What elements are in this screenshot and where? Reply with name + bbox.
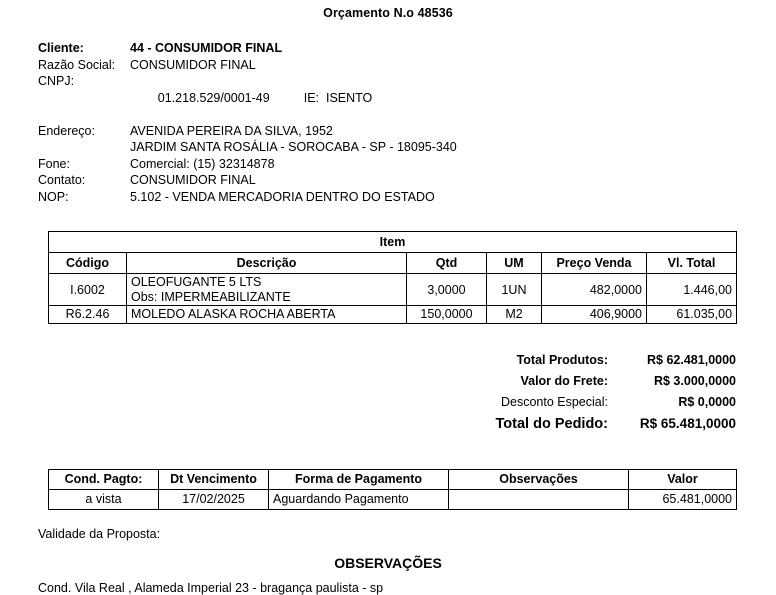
customer-row-endereco-cont [38,139,776,156]
customer-value-cnpj: 01.218.529/0001-49 [157,90,270,105]
customer-value-contato: CONSUMIDOR FINAL [130,173,256,187]
customer-value-endereco: AVENIDA PEREIRA DA SILVA, 1952 [130,123,333,138]
customer-row-razao-social [38,57,776,74]
total-value-frete: R$ 3.000,0000 [653,373,736,388]
item-qtd: 150,0000 [407,306,487,324]
customer-label-razao-social: Razão Social: [38,57,116,72]
table-row [49,274,737,306]
customer-value-nop: 5.102 - VENDA MERCADORIA DENTRO DO ESTADO [130,189,435,204]
customer-label-ie: IE: [303,90,320,105]
item-descricao-line1: OLEOFUGANTE 5 LTS [131,275,262,289]
customer-value-endereco-cont: JARDIM SANTA ROSÁLIA - SOROCABA - SP - 18095-340 [130,140,457,154]
total-label-desconto: Desconto Especial: [500,394,608,409]
items-header-preco-venda: Preço Venda [542,253,647,274]
customer-value-cliente: 44 - CONSUMIDOR FINAL [130,41,283,55]
item-descricao-line2: Obs: IMPERMEABILIZANTE [131,289,291,304]
total-row-pedido [388,413,736,435]
customer-value-ie: ISENTO [325,90,373,105]
customer-label-cnpj: CNPJ: [38,74,75,88]
total-row-desconto [388,392,736,413]
customer-label-cliente: Cliente: [38,41,84,55]
customer-row-endereco [38,123,776,140]
item-vl-total: 61.035,00 [647,306,737,324]
customer-value-fone: Comercial: (15) 32314878 [130,156,275,171]
items-header-row [49,253,737,274]
items-table-wrapper [0,231,776,324]
total-value-produtos: R$ 62.481,0000 [647,352,736,367]
item-descricao [127,274,407,306]
payment-forma-pagamento: Aguardando Pagamento [269,489,449,509]
item-descricao-line1: MOLEDO ALASKA ROCHA ABERTA [131,307,336,321]
payment-header-cond-pagto: Cond. Pagto: [49,469,159,489]
item-um: 1UN [487,274,542,306]
customer-row-contato [38,172,776,189]
items-header-um: UM [487,253,542,274]
payment-cond-pagto: a vista [49,489,159,509]
items-caption: Item [49,232,737,253]
customer-info-block [0,40,776,205]
validity-label: Validade da Proposta: [38,526,161,541]
customer-row-cliente [38,40,776,57]
item-preco-venda: 482,0000 [542,274,647,306]
item-codigo: R6.2.46 [49,306,127,324]
item-vl-total: 1.446,00 [647,274,737,306]
observations-text: Cond. Vila Real , Alameda Imperial 23 - bragança paulista - sp [38,580,384,595]
item-um: M2 [487,306,542,324]
payment-observacoes [449,489,629,509]
item-qtd: 3,0000 [407,274,487,306]
customer-row-nop [38,189,776,206]
customer-value-razao-social: CONSUMIDOR FINAL [130,57,256,72]
payment-header-row [49,469,737,489]
items-header-descricao: Descrição [127,253,407,274]
items-header-qtd: Qtd [407,253,487,274]
payment-table-wrapper [0,469,776,510]
item-preco-venda: 406,9000 [542,306,647,324]
customer-row-fone [38,156,776,173]
customer-label-fone: Fone: [38,156,70,171]
customer-row-cnpj [38,73,776,123]
table-row [49,306,737,324]
total-value-desconto: R$ 0,0000 [678,394,736,409]
customer-label-nop: NOP: [38,189,69,204]
payment-header-valor: Valor [629,469,737,489]
items-header-codigo: Código [49,253,127,274]
total-label-produtos: Total Produtos: [516,352,608,367]
items-header-vl-total: Vl. Total [647,253,737,274]
table-row [49,489,737,509]
items-table [48,231,737,324]
total-row-produtos [388,350,736,371]
payment-dt-vencimento: 17/02/2025 [159,489,269,509]
item-descricao [127,306,407,324]
total-label-frete: Valor do Frete: [520,373,608,388]
payment-header-forma-pagamento: Forma de Pagamento [269,469,449,489]
item-codigo: I.6002 [49,274,127,306]
items-caption-row [49,232,737,253]
payment-valor: 65.481,0000 [629,489,737,509]
page-title: Orçamento N.o 48536 [323,6,453,20]
total-row-frete [388,371,736,392]
payment-table [48,469,737,510]
total-value-pedido: R$ 65.481,0000 [639,415,736,431]
totals-block [0,350,776,435]
total-label-pedido: Total do Pedido: [495,415,608,432]
customer-label-contato: Contato: [38,173,86,187]
customer-label-endereco: Endereço: [38,123,95,138]
payment-header-dt-vencimento: Dt Vencimento [159,469,269,489]
observations-title: OBSERVAÇÕES [334,554,442,571]
payment-header-observacoes: Observações [449,469,629,489]
